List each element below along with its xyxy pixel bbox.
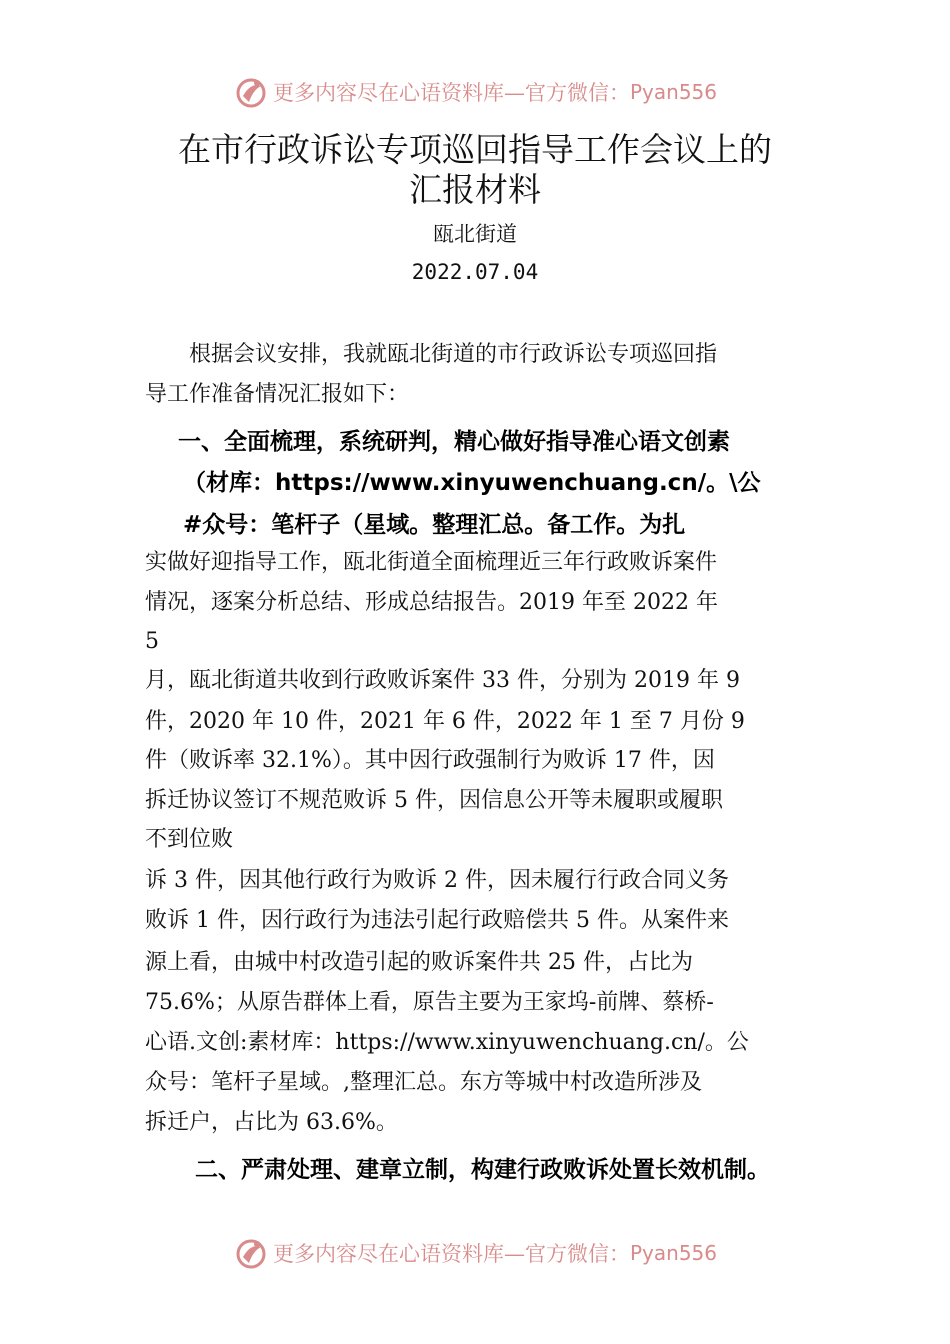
logo-icon [233,1235,269,1271]
body-line: 件（败诉率 32.1%）。其中因行政强制行为败诉 17 件，因 [145,748,715,773]
body-line: 件，2020 年 10 件，2021 年 6 件，2022 年 1 至 7 月份 9 [145,709,745,734]
body-line: 月，瓯北街道共收到行政败诉案件 33 件，分别为 2019 年 9 [145,668,740,693]
section-heading-1-cont: （材库：https://www.xinyuwenchuang.cn/。\公 [183,470,761,496]
document-author: 瓯北街道 [433,222,517,246]
document-date: 2022.07.04 [411,260,539,284]
body-line: 拆迁协议签订不规范败诉 5 件，因信息公开等未履职或履职 [145,788,723,813]
document-title-line1: 在市行政诉讼专项巡回指导工作会议上的 [178,130,772,169]
body-line: 根据会议安排，我就瓯北街道的市行政诉讼专项巡回指 [145,342,718,367]
watermark-banner-top [0,72,950,112]
body-line: 导工作准备情况汇报如下： [145,382,410,407]
logo-icon [233,74,269,110]
section-heading-2: 二、严肃处理、建章立制，构建行政败诉处置长效机制。 [195,1157,770,1183]
document-title-line2: 汇报材料 [409,170,541,209]
body-line: 情况，逐案分析总结、形成总结报告。2019 年至 2022 年 [145,590,718,615]
body-line: 败诉 1 件，因行政行为违法引起行政赔偿共 5 件。从案件来 [145,908,729,933]
section-heading-1: 一、全面梳理，系统研判，精心做好指导准心语文创素 [178,429,730,455]
body-line: 源上看，由城中村改造引起的败诉案件共 25 件，占比为 [145,950,693,975]
section-heading-1-cont: #众号：笔杆子（星域。整理汇总。备工作。为扎 [183,512,686,538]
body-line: 5 [145,629,159,654]
watermark-text: 更多内容尽在心语资料库—官方微信： [272,1242,630,1266]
body-line: 众号：笔杆子星域。,整理汇总。东方等城中村改造所涉及 [145,1070,702,1095]
watermark-text: 更多内容尽在心语资料库—官方微信： [272,81,630,105]
body-line: 心语.文创:素材库：https://www.xinyuwenchuang.cn/。公 [145,1030,749,1055]
watermark-banner-bottom [0,1233,950,1273]
body-line: 拆迁户，占比为 63.6%。 [145,1110,398,1135]
body-line: 诉 3 件，因其他行政行为败诉 2 件，因未履行行政合同义务 [145,868,729,893]
body-line: 75.6%；从原告群体上看，原告主要为王家坞-前牌、蔡桥- [145,990,714,1015]
watermark-wechat: Pyan556 [629,1241,717,1265]
body-line: 不到位败 [145,827,234,852]
watermark-wechat: Pyan556 [629,80,717,104]
body-line: 实做好迎指导工作，瓯北街道全面梳理近三年行政败诉案件 [145,550,718,575]
